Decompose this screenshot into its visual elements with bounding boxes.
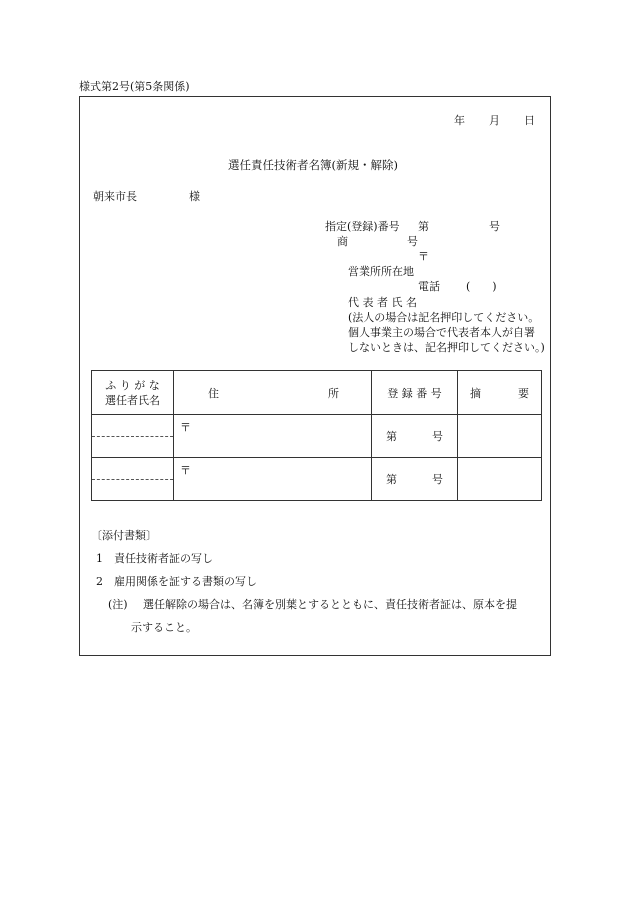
- row-postal-mark: 〒: [180, 421, 191, 434]
- reg-no-cell[interactable]: [372, 458, 458, 501]
- header-remarks-cell: [458, 371, 542, 415]
- date-day: 日: [524, 114, 535, 127]
- technician-register-table: [91, 370, 542, 501]
- address-cell[interactable]: [174, 458, 372, 501]
- designation-dai: 第: [418, 220, 429, 233]
- addressee-honorific: 様: [189, 190, 200, 203]
- phone-area-code: ( ): [466, 280, 497, 293]
- representative-label: 代 表 者 氏 名: [348, 296, 417, 309]
- date-month: 月: [489, 114, 500, 127]
- row-dai: 第: [386, 473, 397, 486]
- trade-name-label-first: 商: [337, 235, 348, 248]
- postal-mark: 〒: [418, 250, 429, 263]
- trade-name-label-second: 号: [407, 235, 418, 248]
- header-reg-no: 登 録 番 号: [372, 371, 458, 415]
- note-line-2: 示すること。: [131, 621, 197, 634]
- addressee-name: 朝来市長: [93, 190, 137, 203]
- remarks-cell[interactable]: [458, 458, 542, 501]
- header-appointee-name: 選任者氏名: [105, 393, 160, 407]
- name-cell[interactable]: [92, 458, 174, 501]
- attachment-item-2: 2 雇用関係を証する書類の写し: [96, 575, 257, 588]
- row-go: 号: [432, 430, 443, 443]
- row-go: 号: [432, 473, 443, 486]
- reg-no-cell[interactable]: [372, 415, 458, 458]
- table-row: [92, 458, 542, 501]
- table-header-row: [92, 371, 542, 415]
- row-postal-mark: 〒: [180, 464, 191, 477]
- designation-go: 号: [489, 220, 500, 233]
- seal-note-line-2: 個人事業主の場合で代表者本人が自署: [348, 326, 535, 339]
- header-address-cell: [174, 371, 372, 415]
- form-number: 様式第2号(第5条関係): [79, 80, 190, 93]
- header-remarks-first: 摘: [470, 386, 481, 400]
- address-cell[interactable]: [174, 415, 372, 458]
- document-title: 選任責任技術者名簿(新規・解除): [228, 158, 398, 172]
- date-year: 年: [454, 114, 465, 127]
- table-row: [92, 415, 542, 458]
- header-remarks-second: 要: [518, 386, 529, 400]
- row-dai: 第: [386, 430, 397, 443]
- remarks-cell[interactable]: [458, 415, 542, 458]
- name-cell[interactable]: [92, 415, 174, 458]
- header-address-second: 所: [328, 386, 339, 400]
- note-line-1: 選任解除の場合は、名簿を別葉とするとともに、責任技術者証は、原本を提: [143, 598, 517, 611]
- header-name-cell: [92, 371, 174, 415]
- attachments-heading: 〔添付書類〕: [91, 529, 157, 542]
- seal-note-line-3: しないときは、記名押印してください。): [348, 341, 545, 354]
- attachment-item-1: 1 責任技術者証の写し: [96, 552, 213, 565]
- phone-label: 電話: [418, 280, 440, 293]
- seal-note-line-1: (法人の場合は記名押印してください。: [348, 311, 540, 324]
- note-label: (注): [108, 598, 128, 611]
- header-furigana: ふ り が な: [105, 378, 160, 392]
- header-address-first: 住: [208, 386, 219, 400]
- designation-label: 指定(登録)番号: [325, 220, 400, 233]
- office-address-label: 営業所所在地: [348, 265, 414, 278]
